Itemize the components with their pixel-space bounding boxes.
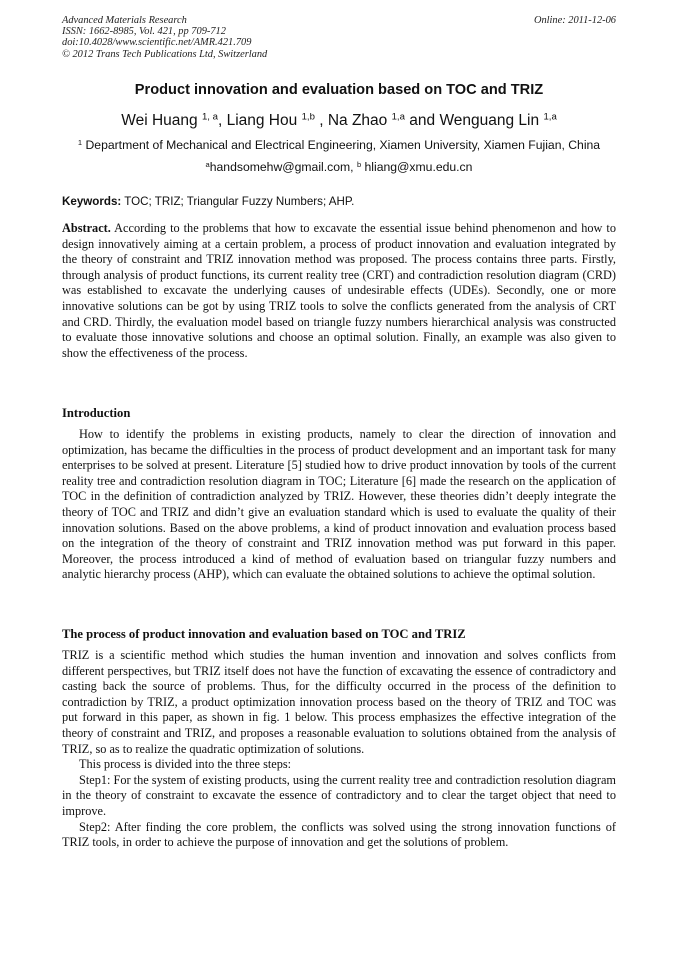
author-conjunction: and xyxy=(409,112,436,129)
author-name: Wenguang Lin xyxy=(439,112,540,129)
journal-doi: doi:10.4028/www.scientific.net/AMR.421.709 xyxy=(62,37,252,49)
email-link[interactable]: hliang@xmu.edu.cn xyxy=(364,160,473,174)
journal-issn: ISSN: 1662-8985, Vol. 421, pp 709-712 xyxy=(62,26,226,38)
author-name: Liang Hou xyxy=(226,112,298,129)
introduction-paragraph: How to identify the problems in existing products, namely to clear the direction of innovation and optimization, has became the difficulties in the process of product development and an important task for many enterprises to be solved at present. Literature [5] studied how to drive product innovation by tools of the current reality tree and contradiction resolution diagram in TOC; Literature [6] made the research on the application of TOC in the definition of contradiction analyzed by TRIZ. However, these theories didn’t deeply integrate the theory of TOC and TRIZ and didn’t give an evaluation standard which is used to evaluate the quality of their innovation solutions. Based on the above problems, a kind of product innovation and evaluation process based on the integration of the theory of constraint and TRIZ innovation method was put forward in this paper. Moreover, the process introduced a kind of method of evaluation based on triangular fuzzy numbers and analytic hierarchy process (AHP), which can evaluate the obtained solutions to achieve the optimal solution. xyxy=(62,427,616,582)
email-marker: a xyxy=(205,159,210,169)
paper-title: Product innovation and evaluation based on TOC and TRIZ xyxy=(134,82,544,98)
section-heading-process: The process of product innovation and evaluation based on TOC and TRIZ xyxy=(62,627,466,641)
affiliation-marker: 1 xyxy=(77,137,83,147)
author-list: Wei Huang $^{1, a}$, Liang Hou $^{1,b}$ , Na Zhao $^{1,a}$ and Wenguang Lin $^{1,a}$ xyxy=(121,111,557,129)
author-affiliation-marker: 1,b xyxy=(301,111,315,123)
author-affiliation-marker: 1,a xyxy=(543,111,557,123)
process-paragraph: This process is divided into the three steps: xyxy=(79,757,292,772)
author-name: Na Zhao xyxy=(327,112,388,129)
section-heading-introduction: Introduction xyxy=(62,406,131,420)
process-step-1: Step1: For the system of existing products, using the current reality tree and contradiction resolution diagram in the theory of constraint to excavate the essence of contradictory and to clear the target object that need to improve. xyxy=(62,772,616,818)
keywords-label: Keywords: xyxy=(62,195,122,208)
abstract xyxy=(62,221,616,361)
email-link[interactable]: handsomehw@gmail.com, xyxy=(209,160,354,174)
email-marker: b xyxy=(356,159,362,169)
journal-header xyxy=(62,15,616,60)
online-date: Online: 2011-12-06 xyxy=(533,15,616,26)
keywords xyxy=(62,195,616,208)
process-step-2: Step2: After finding the core problem, the conflicts was solved using the strong innovation functions of TRIZ tools, in order to achieve the purpose of innovation and get the solutions of problem. xyxy=(62,819,616,850)
abstract-text: According to the problems that how to excavate the essential issue behind phenomenon and how to design innovatively aiming at a certain problem, a process of product innovation and evaluation integrated by the theory of constraint and TRIZ innovation method was proposed. The process contains three parts. Firstly, through analysis of product functions, its current reality tree (CRT) and contradiction resolution diagram (CRD) was established to excavate the underlying causes of undesirable effects (UDEs). Secondly, one or more innovative solutions can be got by using TRIZ tools to solve the conflicts generated from the analysis of CRT and CRD. Thirdly, the evaluation model based on triangle fuzzy numbers hierarchical analysis was constructed to evaluate those innovative solutions and choose an optimal solution. Finally, an example was also given to show the effectiveness of the process. xyxy=(62,221,616,360)
author-affiliation-marker: 1,a xyxy=(391,111,405,123)
affiliation xyxy=(62,138,616,152)
abstract-label: Abstract. xyxy=(62,221,111,235)
keywords-text: TOC; TRIZ; Triangular Fuzzy Numbers; AHP. xyxy=(124,195,355,208)
author-name: Wei Huang xyxy=(121,112,198,129)
process-paragraph: TRIZ is a scientific method which studies the human invention and innovation and solves conflicts from different perspectives, but TRIZ itself does not have the function of excavating the essence of contradictory and casting back the source of problems. Thus, for the difficulty occurred in the process of the definition to contradiction by TRIZ, a product optimization innovation process based on the theory of TRIZ and TOC was put forward in this paper, as shown in fig. 1 below. This process emphasizes the effective integration of the theory of constraint and TRIZ, and proposes a reasonable evaluation to solutions obtained from the analysis of TRIZ, so as to realize the quadratic optimization of solutions. xyxy=(62,648,616,756)
process-body xyxy=(62,648,616,851)
affiliation-text: Department of Mechanical and Electrical Engineering, Xiamen University, Xiamen Fujian, China xyxy=(85,138,601,152)
author-affiliation-marker: 1, a xyxy=(201,111,218,123)
author-emails xyxy=(62,160,616,174)
introduction-body xyxy=(62,427,616,583)
journal-name: Advanced Materials Research xyxy=(62,15,187,26)
journal-copyright: © 2012 Trans Tech Publications Ltd, Switzerland xyxy=(62,48,268,60)
